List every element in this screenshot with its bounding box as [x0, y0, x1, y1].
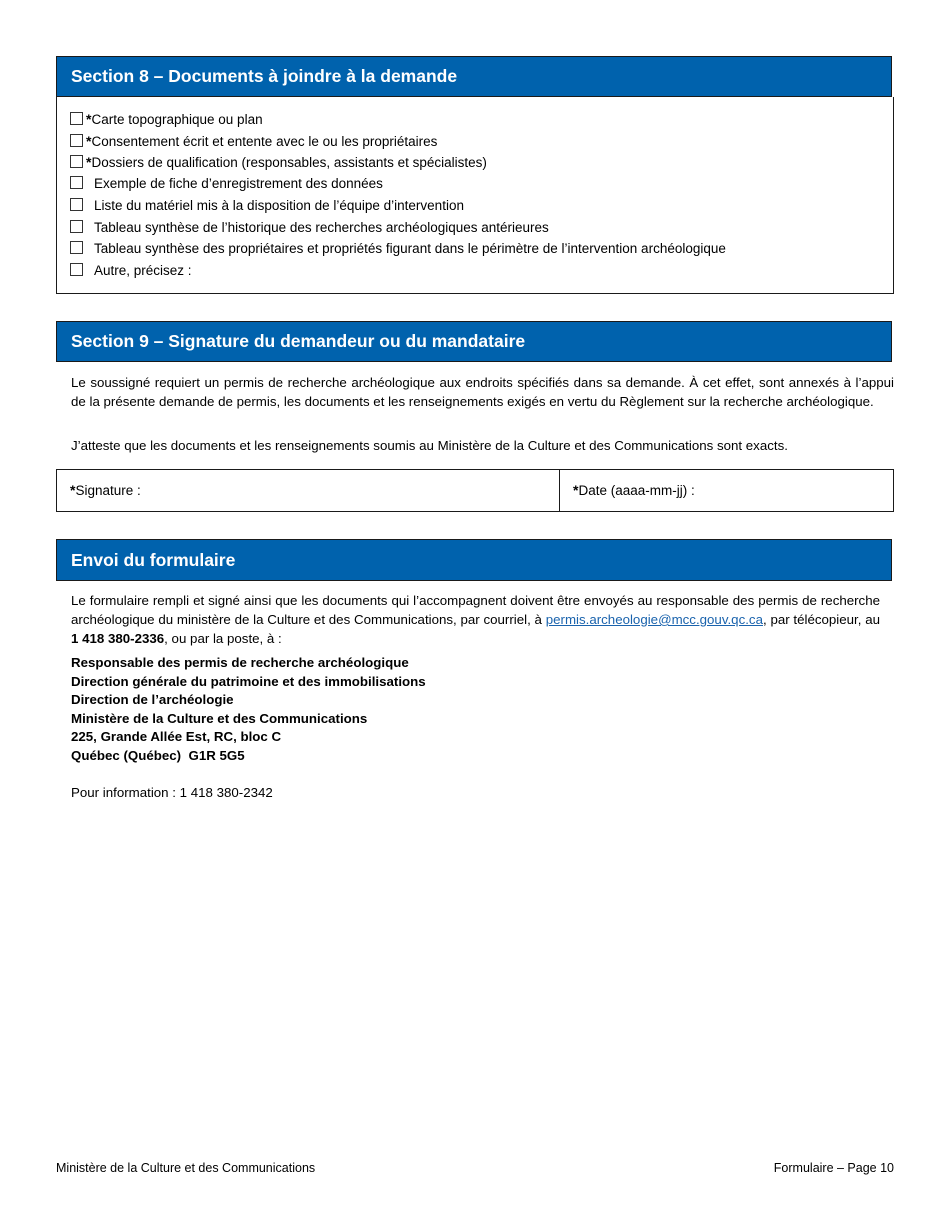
- envoi-title: Envoi du formulaire: [71, 550, 236, 570]
- information-line: Pour information : 1 418 380-2342: [71, 785, 273, 800]
- signature-label: Signature :: [75, 483, 141, 498]
- envoi-text-2: , par télécopieur, au: [762, 612, 881, 627]
- date-field[interactable]: [560, 470, 893, 511]
- checklist-label: Exemple de fiche d’enregistrement des données: [94, 176, 383, 191]
- address-line: Québec (Québec) G1R 5G5: [71, 747, 245, 763]
- mailing-address: [71, 654, 426, 765]
- checklist-label: Carte topographique ou plan: [91, 112, 263, 127]
- required-mark: *: [86, 133, 92, 149]
- checkbox-7[interactable]: [70, 241, 83, 254]
- envoi-text-3: , ou par la poste, à :: [164, 631, 282, 646]
- checklist-label: Liste du matériel mis à la disposition de l’équipe d’intervention: [94, 198, 464, 213]
- checklist-item: [70, 263, 192, 281]
- checklist-item: [70, 220, 549, 238]
- checkbox-8[interactable]: [70, 263, 83, 276]
- address-line: Direction générale du patrimoine et des immobilisations: [71, 673, 426, 689]
- checklist-label: Consentement écrit et entente avec le ou les propriétaires: [91, 134, 438, 149]
- signature-table: [56, 469, 894, 512]
- checklist-item: [70, 133, 437, 151]
- signature-field[interactable]: [57, 470, 559, 511]
- required-mark: *: [86, 154, 92, 170]
- address-line: Responsable des permis de recherche archéologique: [71, 655, 409, 670]
- envoi-text: Le formulaire rempli et signé ainsi que les documents qui l’accompagnent doivent être envoyés au responsable des permis de recherche archéologique du ministère de la Culture et des Communications, par courriel, à: [71, 593, 880, 627]
- footer-ministry: Ministère de la Culture et des Communications: [56, 1161, 316, 1175]
- checklist-item: [70, 111, 263, 129]
- envoi-paragraph: [71, 591, 880, 648]
- section-9-paragraph-1: Le soussigné requiert un permis de recherche archéologique aux endroits spécifiés dans sa demande. À cet effet, sont annexés à l’appui de la présente demande de permis, les documents et les renseignements exigés en vertu du Règlement sur la recherche archéologique.: [71, 375, 894, 409]
- address-line: 225, Grande Allée Est, RC, bloc C: [71, 729, 282, 744]
- envoi-header: [56, 539, 892, 581]
- section-9-title: Section 9 – Signature du demandeur ou du mandataire: [71, 331, 526, 351]
- checklist-label: Tableau synthèse de l’historique des recherches archéologiques antérieures: [94, 220, 549, 235]
- checkbox-2[interactable]: [70, 134, 83, 147]
- address-line: Direction de l’archéologie: [71, 692, 234, 707]
- email-link[interactable]: permis.archeologie@mcc.gouv.qc.ca: [545, 612, 763, 627]
- checkbox-4[interactable]: [70, 176, 83, 189]
- required-mark: *: [573, 482, 579, 498]
- section-8-header: [56, 56, 892, 97]
- checkbox-1[interactable]: [70, 112, 83, 125]
- required-mark: *: [70, 482, 76, 498]
- date-label: Date (aaaa-mm-jj) :: [578, 483, 695, 498]
- checklist-label: Dossiers de qualification (responsables, assistants et spécialistes): [91, 155, 487, 170]
- checklist-label: Tableau synthèse des propriétaires et propriétés figurant dans le périmètre de l’intervention archéologique: [94, 241, 726, 256]
- section-9-paragraph-2: J’atteste que les documents et les renseignements soumis au Ministère de la Culture et des Communications sont exacts.: [71, 438, 788, 453]
- footer-page-number: Formulaire – Page 10: [773, 1161, 894, 1175]
- section-8-checklist: [56, 97, 894, 294]
- fax-number: 1 418 380-2336: [71, 631, 165, 646]
- checklist-label: Autre, précisez :: [94, 263, 192, 278]
- checkbox-5[interactable]: [70, 198, 83, 211]
- section-9-header: [56, 321, 892, 362]
- checkbox-6[interactable]: [70, 220, 83, 233]
- checklist-item: [70, 154, 487, 172]
- section-8-title: Section 8 – Documents à joindre à la demande: [71, 66, 458, 86]
- checklist-item: [70, 176, 383, 194]
- checkbox-3[interactable]: [70, 155, 83, 168]
- checklist-item: [70, 198, 464, 216]
- address-line: Ministère de la Culture et des Communications: [71, 710, 368, 726]
- checklist-item: [70, 241, 726, 259]
- required-mark: *: [86, 111, 92, 127]
